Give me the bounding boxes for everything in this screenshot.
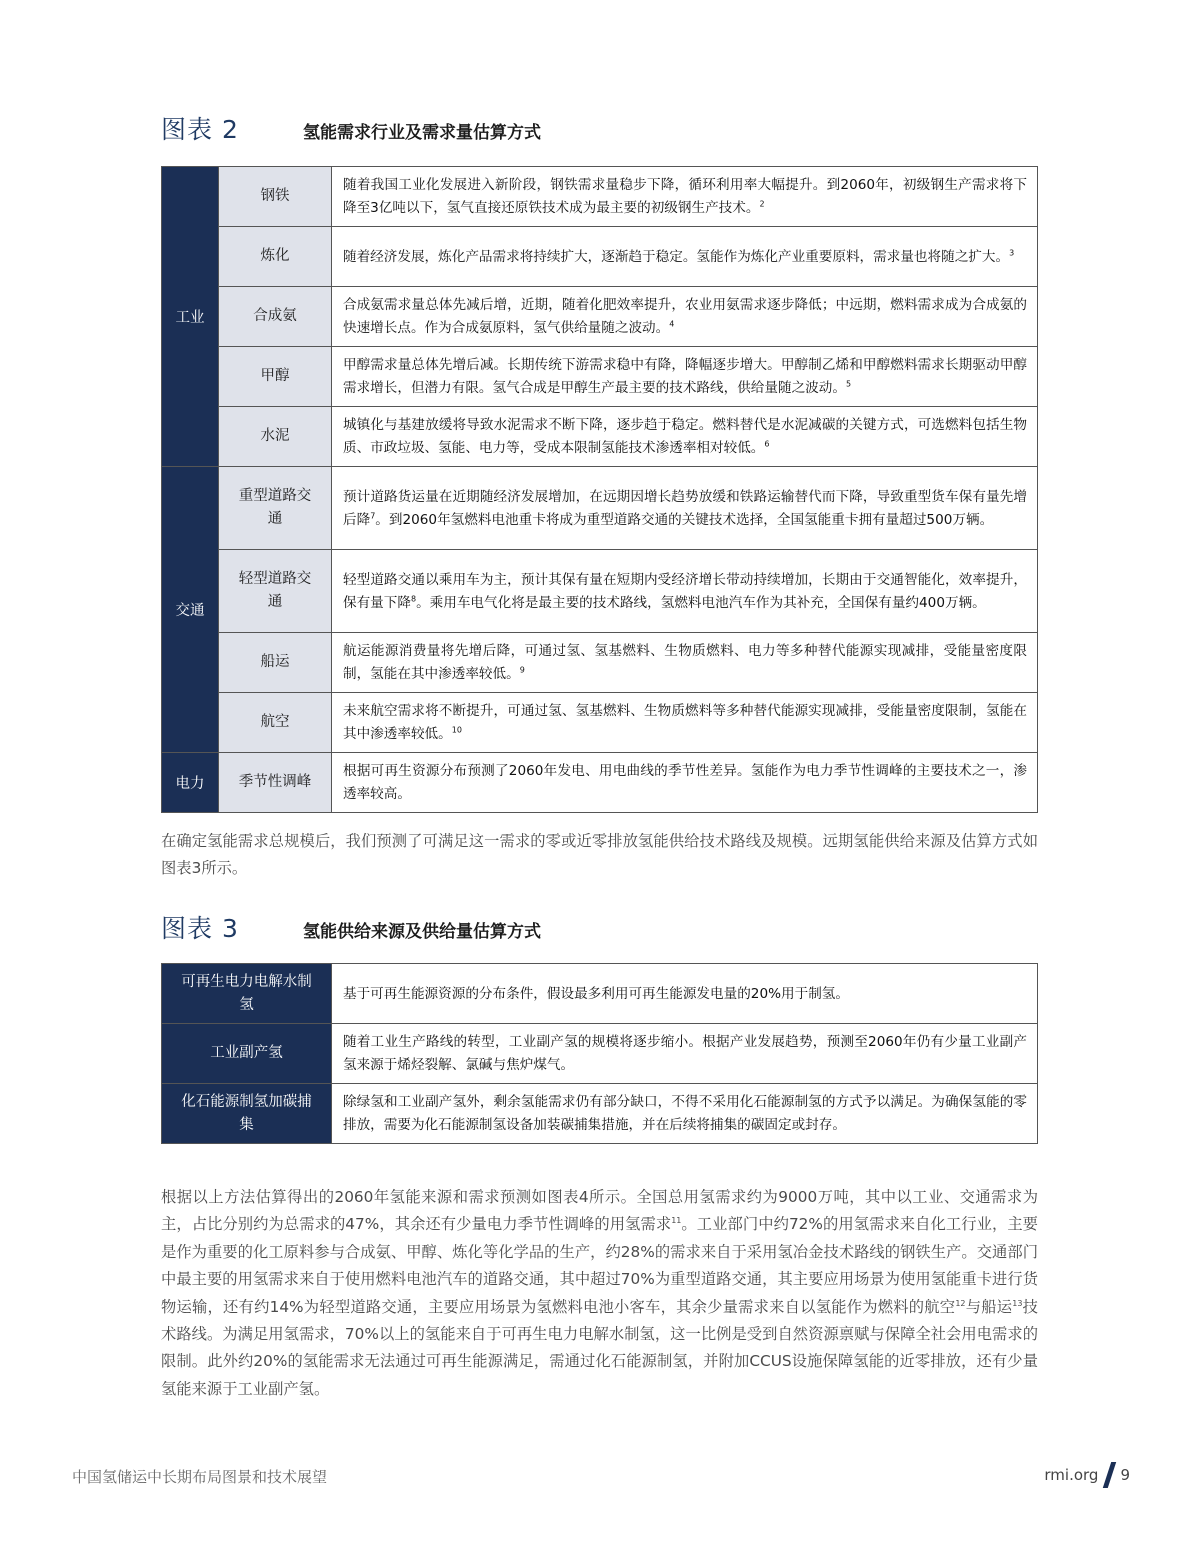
source-industrial-byproduct-description: 随着工业生产路线的转型，工业副产氢的规模将逐步缩小。根据产业发展趋势，预测至2060年仍有少量工业副产氢来源于烯烃裂解、氯碱与焦炉煤气。 [332, 1024, 1038, 1084]
sector-steel: 钢铁 [219, 167, 332, 227]
hydrogen-supply-table [161, 963, 1038, 1144]
figure2-title: 氢能需求行业及需求量估算方式 [303, 123, 541, 143]
source-renewable-electrolysis: 可再生电力电解水制氢 [162, 964, 332, 1024]
sector-methanol-description: 甲醇需求量总体先增后减。长期传统下游需求稳中有降，降幅逐步增大。甲醇制乙烯和甲醇燃料需求长期驱动甲醇需求增长，但潜力有限。氢气合成是甲醇生产最主要的技术路线，供给量随之波动。$^5$ [332, 347, 1038, 407]
paragraph-supply-intro: 在确定氢能需求总规模后，我们预测了可满足这一需求的零或近零排放氢能供给技术路线及规模。远期氢能供给来源及估算方式如图表3所示。 [161, 832, 1038, 878]
table-row [162, 287, 1038, 347]
figure3-number: 图表 3 [161, 914, 239, 943]
footnote-ref: 2 [759, 199, 765, 209]
figure2-number: 图表 2 [161, 115, 239, 144]
sector-ammonia: 合成氨 [219, 287, 332, 347]
source-fossil-ccs-description: 除绿氢和工业副产氢外，剩余氢能需求仍有部分缺口，不得不采用化石能源制氢的方式予以满足。为确保氢能的零排放，需要为化石能源制氢设备加装碳捕集措施，并在后续将捕集的碳固定或封存。 [332, 1084, 1038, 1144]
table-row [162, 964, 1038, 1024]
footer-page-info [1044, 1462, 1130, 1488]
figure3-title: 氢能供给来源及供给量估算方式 [303, 922, 541, 942]
footnote-ref: 8 [410, 593, 417, 603]
table-row [162, 167, 1038, 227]
sector-steel-description: 随着我国工业化发展进入新阶段，钢铁需求量稳步下降，循环利用率大幅提升。到2060年，初级钢生产需求将下降至3亿吨以下，氢气直接还原铁技术成为最主要的初级钢生产技术。$^2$ [332, 167, 1038, 227]
table-row [162, 753, 1038, 813]
sector-cement: 水泥 [219, 407, 332, 467]
group-transport: 交通 [162, 467, 219, 753]
footnote-ref: 4 [669, 319, 675, 329]
table-row [162, 693, 1038, 753]
page-number: 9 [1120, 1466, 1130, 1484]
sector-shipping: 船运 [219, 633, 332, 693]
sector-seasonal-peaking-description: 根据可再生资源分布预测了2060年发电、用电曲线的季节性差异。氢能作为电力季节性调峰的主要技术之一，渗透率较高。 [332, 753, 1038, 813]
sector-aviation-description: 未来航空需求将不断提升，可通过氢、氢基燃料、生物质燃料等多种替代能源实现减排，受能量密度限制，氢能在其中渗透率较低。$^{10}$ [332, 693, 1038, 753]
sector-light-road-description: 轻型道路交通以乘用车为主，预计其保有量在短期内受经济增长带动持续增加，长期由于交通智能化，效率提升，保有量下降$^8$。乘用车电气化将是最主要的技术路线，氢燃料电池汽车作为其补充，全国保有量约400万辆。 [332, 550, 1038, 633]
table-row [162, 467, 1038, 550]
table-row [162, 227, 1038, 287]
hydrogen-demand-table [161, 166, 1038, 813]
table-row [162, 550, 1038, 633]
figure2-heading [161, 110, 541, 146]
table-row [162, 1024, 1038, 1084]
sector-heavy-road-description: 预计道路货运量在近期随经济发展增加，在远期因增长趋势放缓和铁路运输替代而下降，导致重型货车保有量先增后降$^7$。到2060年氢燃料电池重卡将成为重型道路交通的关键技术选择，全国氢能重卡拥有量超过500万辆。 [332, 467, 1038, 550]
figure3-heading [161, 909, 541, 945]
footnote-ref: 12 [955, 1298, 966, 1308]
footnote-ref: 10 [451, 725, 462, 735]
source-renewable-electrolysis-description: 基于可再生能源资源的分布条件，假设最多利用可再生能源发电量的20%用于制氢。 [332, 964, 1038, 1024]
sector-ammonia-description: 合成氨需求量总体先减后增，近期，随着化肥效率提升，农业用氨需求逐步降低；中远期，燃料需求成为合成氨的快速增长点。作为合成氨原料，氢气供给量随之波动。$^4$ [332, 287, 1038, 347]
table-row [162, 407, 1038, 467]
footer-site-link[interactable]: rmi.org [1044, 1466, 1099, 1484]
sector-heavy-road: 重型道路交通 [219, 467, 332, 550]
sector-cement-description: 城镇化与基建放缓将导致水泥需求不断下降，逐步趋于稳定。燃料替代是水泥减碳的关键方式，可选燃料包括生物质、市政垃圾、氢能、电力等，受成本限制氢能技术渗透率相对较低。$^6$ [332, 407, 1038, 467]
sector-light-road: 轻型道路交通 [219, 550, 332, 633]
table-row [162, 1084, 1038, 1144]
sector-refining-description: 随着经济发展，炼化产品需求将持续扩大，逐渐趋于稳定。氢能作为炼化产业重要原料，需求量也将随之扩大。$^3$ [332, 227, 1038, 287]
slash-divider-icon [1103, 1462, 1116, 1488]
footnote-ref: 9 [519, 665, 525, 675]
group-industry: 工业 [162, 167, 219, 467]
sector-seasonal-peaking: 季节性调峰 [219, 753, 332, 813]
sector-methanol: 甲醇 [219, 347, 332, 407]
group-power: 电力 [162, 753, 219, 813]
source-fossil-ccs: 化石能源制氢加碳捕集 [162, 1084, 332, 1144]
footnote-ref: 3 [1009, 247, 1015, 257]
footnote-ref: 7 [370, 510, 376, 520]
sector-refining: 炼化 [219, 227, 332, 287]
table-row [162, 347, 1038, 407]
footnote-ref: 6 [764, 439, 770, 449]
paragraph-2060-forecast: 根据以上方法估算得出的2060年氢能来源和需求预测如图表4所示。全国总用氢需求约为9000万吨，其中以工业、交通需求为主，占比分别约为总需求的47%，其余还有少量电力季节性调峰的用氢需求$^{11}$。工业部门中约72%的用氢需求来自化工行业，主要是作为重要的化工原料参与合成氨、甲醇、炼化等化学品的生产，约28%的需求来自于采用氢冶金技术路线的钢铁生产。交通部门中最主要的用氢需求来自于使用燃料电池汽车的道路交通，其中超过70%为重型道路交通，其主要应用场景为使用氢能重卡进行货物运输，还有约14%为轻型道路交通，主要应用场景为氢燃料电池小客车，其余少量需求来自以氢能作为燃料的航空$^{12}$与船运$^{13}$技术路线。为满足用氢需求，70%以上的氢能来自于可再生电力电解水制氢，这一比例是受到自然资源禀赋与保障全社会用电需求的限制。此外约20%的氢能需求无法通过可再生能源满足，需通过化石能源制氢，并附加CCUS设施保障氢能的近零排放，还有少量氢能来源于工业副产氢。 [161, 1188, 1038, 1398]
table-row [162, 633, 1038, 693]
footer-report-title: 中国氢储运中长期布局图景和技术展望 [72, 1468, 328, 1486]
footnote-ref: 11 [671, 1216, 682, 1226]
sector-aviation: 航空 [219, 693, 332, 753]
footnote-ref: 5 [845, 379, 852, 389]
source-industrial-byproduct: 工业副产氢 [162, 1024, 332, 1084]
footnote-ref: 13 [1012, 1298, 1023, 1308]
sector-shipping-description: 航运能源消费量将先增后降，可通过氢、氢基燃料、生物质燃料、电力等多种替代能源实现减排，受能量密度限制，氢能在其中渗透率较低。$^9$ [332, 633, 1038, 693]
